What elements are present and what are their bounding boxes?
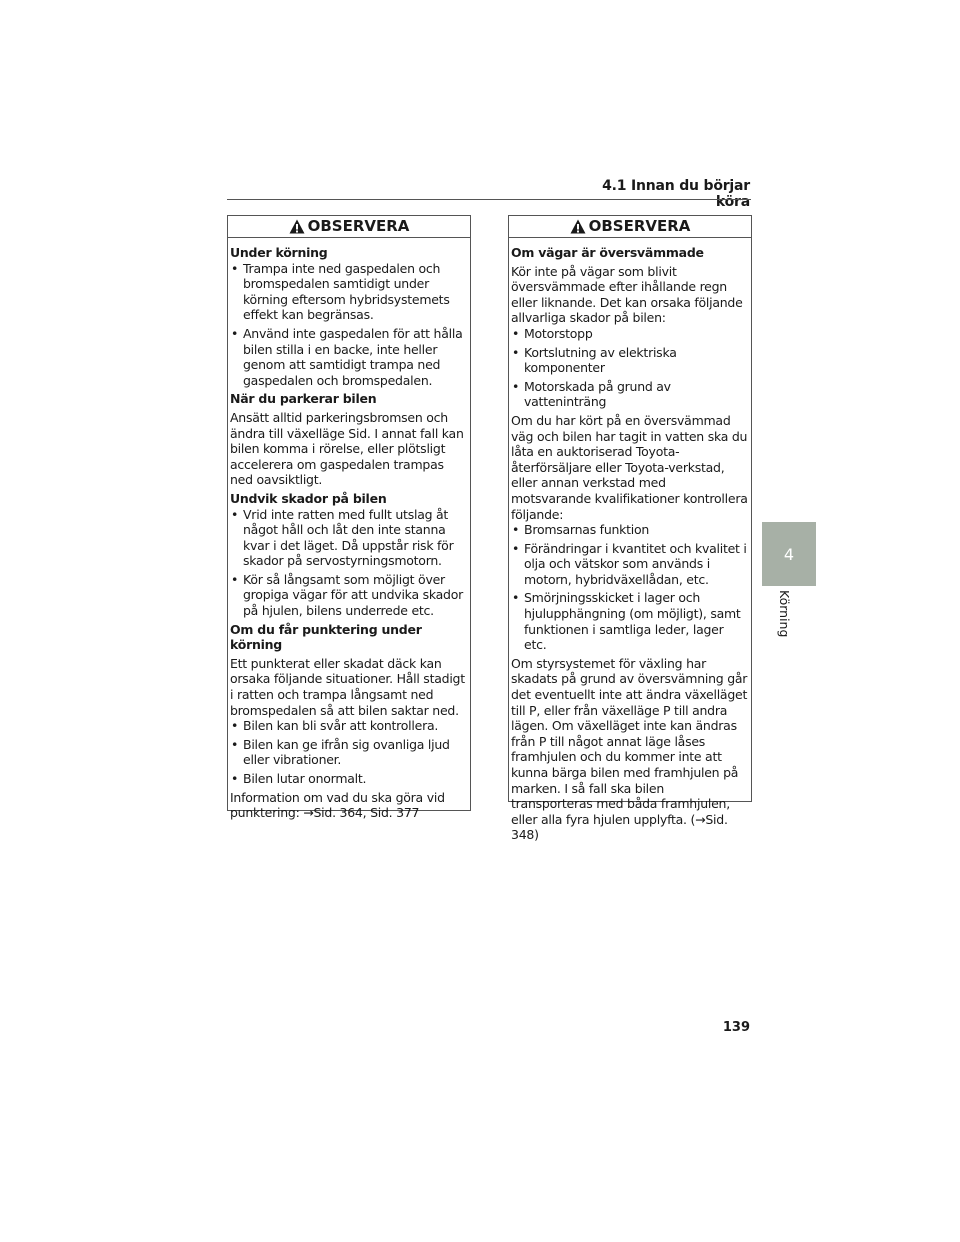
paragraph: Kör inte på vägar som blivit översvämmade efter ihållande regn eller liknande. Det kan orsaka följande allvarliga skador på bilen: bbox=[511, 263, 743, 326]
header-divider bbox=[227, 199, 751, 200]
bullet-list bbox=[230, 261, 468, 389]
bullet-list bbox=[230, 718, 468, 786]
bullet-list bbox=[511, 522, 749, 653]
warning-box-right bbox=[508, 215, 752, 843]
warning-title: OBSERVERA bbox=[588, 216, 691, 235]
warning-title: OBSERVERA bbox=[307, 216, 410, 235]
page-number: 139 bbox=[722, 1020, 750, 1035]
list-item: • Vrid inte ratten med fullt utslag åt något håll och låt den inte stanna kvar i det läget. Då uppstår risk för skador på servostyrningsmotorn. bbox=[230, 507, 468, 569]
section-heading: När du parkerar bilen bbox=[230, 391, 377, 407]
chapter-tab bbox=[762, 522, 816, 586]
warning-icon bbox=[570, 219, 586, 234]
list-item: • Förändringar i kvantitet och kvalitet i olja och vätskor som används i motorn, hybridväxellådan, etc. bbox=[511, 541, 749, 588]
chapter-number: 4 bbox=[783, 544, 795, 564]
section-heading: Under körning bbox=[230, 245, 328, 260]
list-item: • Bilen lutar onormalt. bbox=[230, 771, 468, 787]
warning-box-header bbox=[228, 216, 470, 238]
section-header: 4.1 Innan du börjar köra bbox=[602, 178, 750, 210]
list-item: • Kör så långsamt som möjligt över gropiga vägar för att undvika skador på hjulen, bilens underrede etc. bbox=[230, 572, 468, 619]
list-item: • Motorskada på grund av vatteninträng bbox=[511, 379, 749, 410]
list-item: • Bilen kan ge ifrån sig ovanliga ljud eller vibrationer. bbox=[230, 737, 468, 768]
warning-box-header bbox=[509, 216, 751, 238]
warning-icon bbox=[289, 219, 305, 234]
section-heading: Undvik skador på bilen bbox=[230, 490, 387, 506]
bullet-list bbox=[511, 326, 749, 410]
list-item: • Bilen kan bli svår att kontrollera. bbox=[230, 718, 468, 734]
list-item: • Använd inte gaspedalen för att hålla bilen stilla i en backe, inte heller genom att samtidigt trampa ned gaspedalen och bromspedalen. bbox=[230, 326, 468, 388]
list-item: • Bromsarnas funktion bbox=[511, 522, 749, 538]
list-item: • Kortslutning av elektriska komponenter bbox=[511, 345, 749, 376]
warning-box-left bbox=[227, 215, 471, 821]
page-reference: Information om vad du ska göra vid punktering: →Sid. 364, Sid. 377 bbox=[230, 789, 445, 821]
paragraph: Om du har kört på en översvämmad väg och bilen har tagit in vatten ska du låta en auktoriserad Toyota-återförsäljare eller Toyota-verkstad, eller annan verkstad med motsvarande kvalifikationer kontrollera följande: bbox=[511, 412, 748, 522]
section-heading: Om vägar är översvämmade bbox=[511, 245, 704, 260]
paragraph: Ett punkterat eller skadat däck kan orsaka följande situationer. Håll stadigt i ratten och trampa långsamt ned bromspedalen så att bilen saktar ned. bbox=[230, 655, 465, 718]
chapter-label: Körning bbox=[777, 590, 792, 638]
paragraph: Om styrsystemet för växling har skadats på grund av översvämning går det eventuellt inte att ändra växelläget till P, eller från växelläge P till andra lägen. Om växelläget inte kan ändras från P till något annat läge låses framhjulen och du kommer inte att kunna bärga bilen med framhjulen på marken. I så fall ska bilen transporteras med båda framhjulen, eller alla fyra hjulen upplyfta. (→Sid. 348) bbox=[511, 655, 748, 843]
list-item: • Trampa inte ned gaspedalen och bromspedalen samtidigt under körning eftersom hybridsystemets effekt kan begränsas. bbox=[230, 261, 468, 323]
bullet-list bbox=[230, 507, 468, 619]
paragraph: Ansätt alltid parkeringsbromsen och ändra till växelläge Sid. I annat fall kan bilen komma i rörelse, eller plötsligt accelerera om gaspedalen trampas ned oavsiktligt. bbox=[230, 409, 464, 488]
list-item: • Smörjningsskicket i lager och hjulupphängning (om möjligt), samt funktionen i samtliga leder, lager etc. bbox=[511, 590, 749, 652]
section-heading: Om du får punktering under körning bbox=[230, 621, 422, 653]
list-item: • Motorstopp bbox=[511, 326, 749, 342]
